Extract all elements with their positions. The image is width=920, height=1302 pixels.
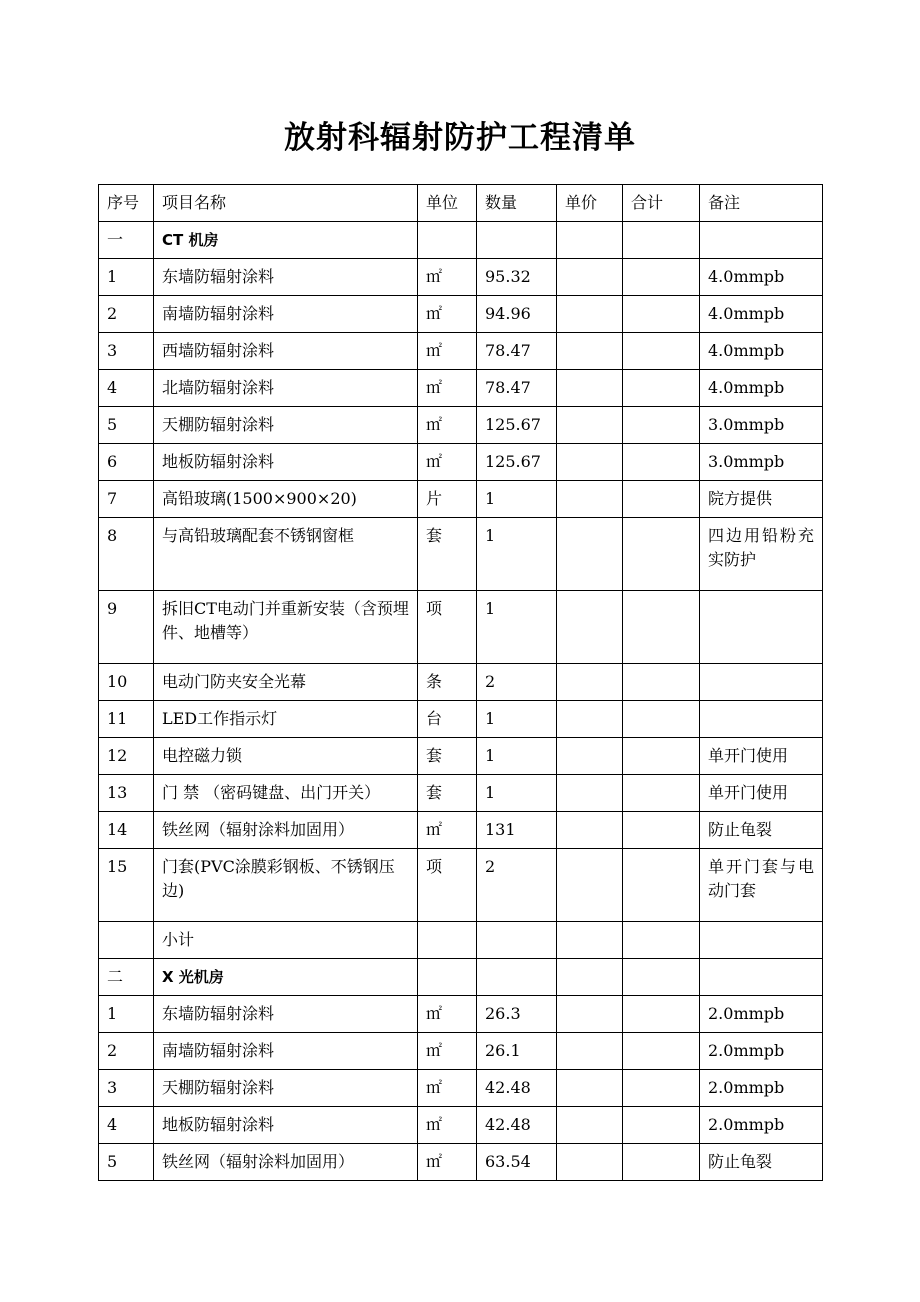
table-row	[99, 664, 823, 701]
cell-qty: 2	[477, 849, 557, 922]
cell-qty: 1	[477, 738, 557, 775]
cell-name: LED工作指示灯	[154, 701, 418, 738]
cell-total	[623, 1107, 700, 1144]
cell-no: 2	[99, 296, 154, 333]
cell-note: 防止龟裂	[700, 1144, 823, 1181]
header-cell-note: 备注	[700, 185, 823, 222]
empty-cell	[700, 222, 823, 259]
cell-note: 单开门使用	[700, 738, 823, 775]
cell-no: 15	[99, 849, 154, 922]
section-name: CT 机房	[154, 222, 418, 259]
cell-total	[623, 1033, 700, 1070]
table-row	[99, 1033, 823, 1070]
cell-price	[557, 1144, 623, 1181]
table-row	[99, 1070, 823, 1107]
cell-price	[557, 812, 623, 849]
table-row	[99, 775, 823, 812]
cell-no: 9	[99, 591, 154, 664]
empty-cell	[477, 922, 557, 959]
cell-no: 13	[99, 775, 154, 812]
cell-qty: 78.47	[477, 333, 557, 370]
cell-total	[623, 444, 700, 481]
header-cell-no: 序号	[99, 185, 154, 222]
table-row	[99, 407, 823, 444]
cell-no: 3	[99, 333, 154, 370]
header-cell-name: 项目名称	[154, 185, 418, 222]
cell-total	[623, 481, 700, 518]
table-row	[99, 1144, 823, 1181]
empty-cell	[623, 222, 700, 259]
empty-cell	[700, 922, 823, 959]
cell-name: 南墙防辐射涂料	[154, 1033, 418, 1070]
cell-no: 7	[99, 481, 154, 518]
cell-total	[623, 1144, 700, 1181]
cell-note	[700, 701, 823, 738]
cell-name: 东墙防辐射涂料	[154, 259, 418, 296]
cell-total	[623, 296, 700, 333]
cell-name: 地板防辐射涂料	[154, 444, 418, 481]
cell-note: 4.0mmpb	[700, 296, 823, 333]
cell-unit: ㎡	[418, 812, 477, 849]
cell-name: 电控磁力锁	[154, 738, 418, 775]
cell-qty: 1	[477, 775, 557, 812]
empty-cell	[477, 222, 557, 259]
section-row	[99, 959, 823, 996]
cell-unit: 套	[418, 775, 477, 812]
section-number: 一	[99, 222, 154, 259]
table-row	[99, 701, 823, 738]
cell-unit: ㎡	[418, 259, 477, 296]
cell-qty: 1	[477, 701, 557, 738]
cell-name: 铁丝网（辐射涂料加固用）	[154, 812, 418, 849]
cell-qty: 26.1	[477, 1033, 557, 1070]
cell-price	[557, 849, 623, 922]
cell-price	[557, 296, 623, 333]
cell-note: 2.0mmpb	[700, 1033, 823, 1070]
cell-qty: 125.67	[477, 407, 557, 444]
cell-note	[700, 664, 823, 701]
subtotal-label: 小计	[154, 922, 418, 959]
empty-cell	[418, 959, 477, 996]
cell-note: 4.0mmpb	[700, 370, 823, 407]
cell-note: 单开门使用	[700, 775, 823, 812]
cell-unit: 项	[418, 849, 477, 922]
cell-unit: ㎡	[418, 444, 477, 481]
cell-price	[557, 664, 623, 701]
cell-unit: 套	[418, 518, 477, 591]
cell-note: 2.0mmpb	[700, 1107, 823, 1144]
cell-qty: 42.48	[477, 1070, 557, 1107]
cell-total	[623, 591, 700, 664]
cell-name: 门套(PVC涂膜彩钢板、不锈钢压边)	[154, 849, 418, 922]
cell-total	[623, 407, 700, 444]
table-body	[99, 185, 823, 1181]
cell-total	[623, 333, 700, 370]
cell-qty: 78.47	[477, 370, 557, 407]
cell-name: 高铅玻璃(1500×900×20)	[154, 481, 418, 518]
cell-price	[557, 518, 623, 591]
cell-total	[623, 664, 700, 701]
cell-name: 南墙防辐射涂料	[154, 296, 418, 333]
cell-no: 3	[99, 1070, 154, 1107]
cell-name: 地板防辐射涂料	[154, 1107, 418, 1144]
cell-no: 4	[99, 370, 154, 407]
header-row	[99, 185, 823, 222]
section-number: 二	[99, 959, 154, 996]
cell-price	[557, 444, 623, 481]
cell-name: 铁丝网（辐射涂料加固用）	[154, 1144, 418, 1181]
cell-unit: ㎡	[418, 1070, 477, 1107]
cell-name: 与高铅玻璃配套不锈钢窗框	[154, 518, 418, 591]
cell-price	[557, 1107, 623, 1144]
cell-price	[557, 407, 623, 444]
cell-unit: 条	[418, 664, 477, 701]
cell-no: 6	[99, 444, 154, 481]
subtotal-row	[99, 922, 823, 959]
page-title: 放射科辐射防护工程清单	[284, 120, 636, 156]
cell-qty: 42.48	[477, 1107, 557, 1144]
cell-unit: 套	[418, 738, 477, 775]
cell-no: 4	[99, 1107, 154, 1144]
empty-cell	[418, 222, 477, 259]
cell-qty: 125.67	[477, 444, 557, 481]
cell-total	[623, 738, 700, 775]
cell-unit: ㎡	[418, 333, 477, 370]
cell-note: 4.0mmpb	[700, 259, 823, 296]
table-row	[99, 296, 823, 333]
cell-no: 10	[99, 664, 154, 701]
cell-qty: 95.32	[477, 259, 557, 296]
cell-name: 电动门防夹安全光幕	[154, 664, 418, 701]
cell-no: 14	[99, 812, 154, 849]
cell-no: 2	[99, 1033, 154, 1070]
empty-cell	[557, 222, 623, 259]
cell-unit: 项	[418, 591, 477, 664]
cell-total	[623, 1070, 700, 1107]
cell-name: 北墙防辐射涂料	[154, 370, 418, 407]
cell-qty: 26.3	[477, 996, 557, 1033]
empty-cell	[557, 922, 623, 959]
cell-name: 东墙防辐射涂料	[154, 996, 418, 1033]
table-row	[99, 481, 823, 518]
cell-qty: 1	[477, 481, 557, 518]
project-bill-table	[98, 184, 823, 1181]
empty-cell	[557, 959, 623, 996]
cell-price	[557, 259, 623, 296]
cell-price	[557, 996, 623, 1033]
empty-cell	[418, 922, 477, 959]
empty-cell	[99, 922, 154, 959]
table-row	[99, 333, 823, 370]
cell-note: 四边用铅粉充实防护	[700, 518, 823, 591]
cell-price	[557, 333, 623, 370]
section-row	[99, 222, 823, 259]
cell-name: 天棚防辐射涂料	[154, 1070, 418, 1107]
cell-total	[623, 849, 700, 922]
cell-name: 天棚防辐射涂料	[154, 407, 418, 444]
cell-qty: 2	[477, 664, 557, 701]
cell-qty: 63.54	[477, 1144, 557, 1181]
table-row	[99, 1107, 823, 1144]
cell-qty: 1	[477, 591, 557, 664]
section-name: X 光机房	[154, 959, 418, 996]
table-row	[99, 738, 823, 775]
cell-unit: ㎡	[418, 296, 477, 333]
cell-total	[623, 812, 700, 849]
table-row	[99, 370, 823, 407]
header-cell-qty: 数量	[477, 185, 557, 222]
header-cell-price: 单价	[557, 185, 623, 222]
cell-qty: 94.96	[477, 296, 557, 333]
cell-unit: 片	[418, 481, 477, 518]
empty-cell	[700, 959, 823, 996]
cell-total	[623, 370, 700, 407]
cell-note: 4.0mmpb	[700, 333, 823, 370]
cell-unit: 台	[418, 701, 477, 738]
cell-name: 拆旧CT电动门并重新安装（含预埋件、地槽等）	[154, 591, 418, 664]
cell-total	[623, 701, 700, 738]
cell-no: 1	[99, 996, 154, 1033]
cell-note: 2.0mmpb	[700, 996, 823, 1033]
cell-note: 防止龟裂	[700, 812, 823, 849]
table-row	[99, 812, 823, 849]
cell-price	[557, 591, 623, 664]
empty-cell	[623, 959, 700, 996]
table-row	[99, 849, 823, 922]
cell-note: 2.0mmpb	[700, 1070, 823, 1107]
cell-unit: ㎡	[418, 1144, 477, 1181]
cell-price	[557, 1070, 623, 1107]
cell-note: 3.0mmpb	[700, 407, 823, 444]
empty-cell	[477, 959, 557, 996]
header-cell-total: 合计	[623, 185, 700, 222]
cell-price	[557, 775, 623, 812]
cell-unit: ㎡	[418, 407, 477, 444]
cell-no: 8	[99, 518, 154, 591]
cell-qty: 1	[477, 518, 557, 591]
cell-total	[623, 775, 700, 812]
cell-note: 单开门套与电动门套	[700, 849, 823, 922]
cell-unit: ㎡	[418, 1033, 477, 1070]
cell-total	[623, 996, 700, 1033]
cell-price	[557, 1033, 623, 1070]
cell-total	[623, 518, 700, 591]
cell-qty: 131	[477, 812, 557, 849]
cell-no: 5	[99, 1144, 154, 1181]
table-row	[99, 444, 823, 481]
cell-no: 1	[99, 259, 154, 296]
cell-name: 门 禁 （密码键盘、出门开关）	[154, 775, 418, 812]
cell-unit: ㎡	[418, 370, 477, 407]
cell-price	[557, 370, 623, 407]
header-cell-unit: 单位	[418, 185, 477, 222]
cell-unit: ㎡	[418, 996, 477, 1033]
cell-note: 院方提供	[700, 481, 823, 518]
cell-total	[623, 259, 700, 296]
cell-price	[557, 738, 623, 775]
cell-unit: ㎡	[418, 1107, 477, 1144]
table-row	[99, 259, 823, 296]
table-row	[99, 996, 823, 1033]
cell-note: 3.0mmpb	[700, 444, 823, 481]
table-row	[99, 518, 823, 591]
cell-price	[557, 481, 623, 518]
cell-price	[557, 701, 623, 738]
cell-no: 11	[99, 701, 154, 738]
cell-no: 5	[99, 407, 154, 444]
empty-cell	[623, 922, 700, 959]
cell-note	[700, 591, 823, 664]
cell-no: 12	[99, 738, 154, 775]
table-row	[99, 591, 823, 664]
cell-name: 西墙防辐射涂料	[154, 333, 418, 370]
